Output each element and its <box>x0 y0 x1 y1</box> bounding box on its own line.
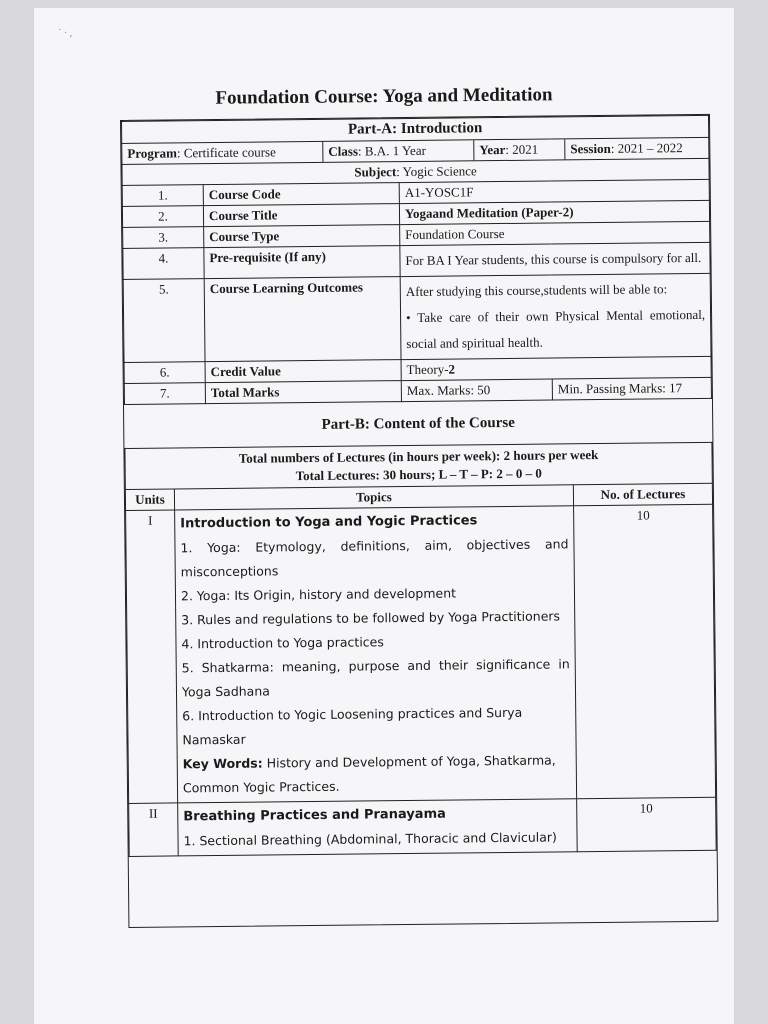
credit-value: Theory-2 <box>401 356 711 380</box>
course-title-row: 2. Course Title Yogaand Meditation (Paper-2) <box>122 200 709 227</box>
learning-outcomes-value: After studying this course,students will be able to: • Take care of their own Physical Mental emotional, social and spiritual health. <box>400 273 711 359</box>
document-title: Foundation Course: Yoga and Meditation <box>215 84 553 109</box>
key-words: Key Words: History and Development of Yoga, Shatkarma, Common Yogic Practices. <box>182 752 556 796</box>
unit-topics <box>175 506 577 803</box>
topic-item: 3. Rules and regulations to be followed by Yoga Practitioners <box>181 608 561 628</box>
course-code-row: 1. Course Code A1-YOSC1F <box>122 179 709 206</box>
year-value: 2021 <box>512 141 539 157</box>
unit-title: Breathing Practices and Pranayama <box>183 806 446 825</box>
topic-item: 2. Yoga: Its Origin, history and development <box>180 585 457 604</box>
unit-lectures: 10 <box>577 797 717 851</box>
topic-item: 1. Yoga: Etymology, definitions, aim, objectives and misconceptions <box>180 536 569 580</box>
program-cell: Program: Certificate course <box>122 142 323 164</box>
col-topics: Topics <box>174 485 573 510</box>
credit-value-row: 6. Credit Value Theory-2 <box>124 356 711 383</box>
unit-number: II <box>129 803 179 857</box>
course-table <box>120 114 718 928</box>
part-b-table <box>124 442 716 857</box>
course-type-row: 3. Course Type Foundation Course <box>123 221 710 248</box>
unit-row <box>126 504 716 803</box>
unit-title: Introduction to Yoga and Yogic Practices <box>180 513 478 532</box>
class-cell: Class: B.A. 1 Year <box>323 140 474 162</box>
total-marks-row: 7. Total Marks Max. Marks: 50 Min. Passing Marks: 17 <box>124 377 711 404</box>
program-value: Certificate course <box>183 144 276 161</box>
course-title-value: Yogaand Meditation (Paper-2) <box>399 200 709 224</box>
class-value: B.A. 1 Year <box>364 142 426 159</box>
unit-number: I <box>126 510 178 803</box>
learning-outcomes-row: 5. Course Learning Outcomes After studying this course,students will be able to: • Take care of their own Physical Mental emotional, social and spiritual health. <box>123 273 711 362</box>
col-lectures: No. of Lectures <box>573 483 712 505</box>
year-cell: Year: 2021 <box>474 139 565 160</box>
max-marks: Max. Marks: 50 <box>401 379 552 402</box>
subject-value: Yogic Science <box>402 163 477 180</box>
topic-item: 4. Introduction to Yoga practices <box>181 634 384 652</box>
min-passing-marks: Min. Passing Marks: 17 <box>552 377 711 400</box>
prerequisite-value: For BA I Year students, this course is compulsory for all. <box>400 242 710 276</box>
part-a-heading: Part-A: Introduction <box>122 115 709 143</box>
part-b-heading: Part-B: Content of the Course <box>321 414 515 433</box>
course-code-value: A1-YOSC1F <box>399 179 709 203</box>
session-value: 2021 – 2022 <box>617 140 683 156</box>
prerequisite-row: 4. Pre-requisite (If any) For BA I Year students, this course is compulsory for all. <box>123 242 710 279</box>
subject-row: Subject: Yogic Science <box>122 158 709 185</box>
topic-item: 6. Introduction to Yogic Loosening practices and Surya Namaskar <box>182 704 523 748</box>
col-units: Units <box>125 489 174 511</box>
unit-row <box>129 797 717 856</box>
unit-topics <box>178 799 578 856</box>
scan-mark: ˙ · , <box>58 28 73 39</box>
part-a-table <box>121 115 712 405</box>
topic-item: 5. Shatkarma: meaning, purpose and their significance in Yoga Sadhana <box>181 656 570 700</box>
unit-lectures: 10 <box>574 504 716 798</box>
course-type-value: Foundation Course <box>400 221 710 245</box>
lectures-summary: Total numbers of Lectures (in hours per week): 2 hours per week Total Lectures: 30 hours; L – T – P: 2 – 0 – 0 <box>125 442 712 489</box>
session-cell: Session: 2021 – 2022 <box>570 140 683 157</box>
topic-item: 1. Sectional Breathing (Abdominal, Thoracic and Clavicular) <box>183 829 557 849</box>
